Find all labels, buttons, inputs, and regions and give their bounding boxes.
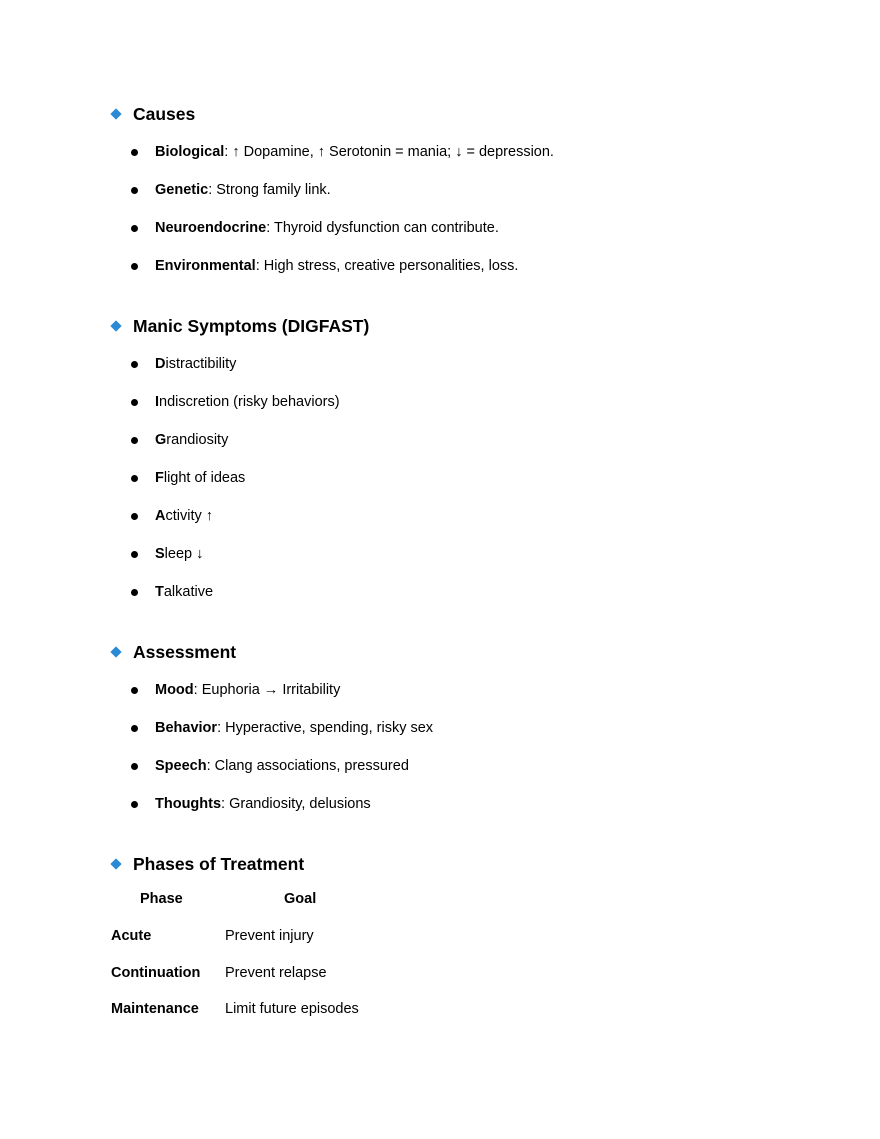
bullet-icon — [131, 225, 138, 232]
item-text: : Strong family link. — [208, 182, 331, 198]
bullet-icon — [131, 437, 138, 444]
item-text: : High stress, creative personalities, loss. — [255, 258, 519, 274]
item-text: istractibility — [165, 356, 237, 372]
item-term: Neuroendocrine — [155, 220, 267, 236]
item-text: : Euphoria → Irritability — [193, 682, 341, 698]
item-text: alkative — [163, 584, 214, 600]
list-item — [110, 506, 213, 526]
diamond-bullet-icon — [110, 108, 121, 119]
item-term: D — [155, 356, 166, 372]
bullet-icon — [131, 187, 138, 194]
table-header-phase: Phase — [140, 891, 183, 907]
bullet-icon — [131, 475, 138, 482]
item-term: I — [155, 394, 160, 410]
list-item — [110, 582, 213, 602]
bullet-icon — [131, 725, 138, 732]
list-item — [110, 180, 331, 200]
table-cell-goal: Prevent relapse — [225, 965, 327, 981]
bullet-icon — [131, 551, 138, 558]
list-item — [110, 756, 409, 776]
item-term: Mood — [155, 682, 194, 698]
item-text: randiosity — [166, 432, 229, 448]
item-term: S — [155, 546, 165, 562]
item-term: Thoughts — [155, 796, 222, 812]
list-item — [110, 142, 554, 162]
item-text: light of ideas — [163, 470, 246, 486]
bullet-icon — [131, 149, 138, 156]
list-item — [110, 468, 245, 488]
section-phases-of-treatment — [110, 853, 810, 875]
list-item — [110, 680, 340, 700]
item-text: : Thyroid dysfunction can contribute. — [266, 220, 499, 236]
item-term: F — [155, 470, 164, 486]
bullet-icon — [131, 763, 138, 770]
item-term: Biological — [155, 144, 225, 160]
item-text: : Hyperactive, spending, risky sex — [217, 720, 434, 736]
item-term: G — [155, 432, 167, 448]
item-text: ctivity ↑ — [165, 508, 214, 524]
item-term: Environmental — [155, 258, 256, 274]
table-cell-phase: Continuation — [111, 965, 201, 981]
table-cell-phase: Acute — [111, 928, 152, 944]
list-item — [110, 794, 371, 814]
list-item — [110, 392, 340, 412]
section-header — [110, 315, 810, 337]
item-term: Genetic — [155, 182, 209, 198]
list-item — [110, 718, 433, 738]
list-item — [110, 544, 203, 564]
section-header — [110, 641, 810, 663]
item-term: T — [155, 584, 164, 600]
table-cell-goal: Limit future episodes — [225, 1001, 359, 1017]
section-causes — [110, 103, 810, 274]
list-item — [110, 256, 518, 276]
item-term: A — [155, 508, 166, 524]
section-header — [110, 103, 810, 125]
section-header — [110, 853, 810, 875]
item-text: : Grandiosity, delusions — [221, 796, 371, 812]
bullet-icon — [131, 589, 138, 596]
item-term: Behavior — [155, 720, 218, 736]
item-text: leep ↓ — [164, 546, 204, 562]
item-text: ndiscretion (risky behaviors) — [159, 394, 340, 410]
bullet-icon — [131, 801, 138, 808]
section-title: Phases of Treatment — [133, 854, 305, 874]
bullet-icon — [131, 399, 138, 406]
list-item — [110, 218, 499, 238]
item-term: Speech — [155, 758, 207, 774]
item-text: : ↑ Dopamine, ↑ Serotonin = mania; ↓ = depression. — [224, 144, 554, 160]
diamond-bullet-icon — [110, 646, 121, 657]
section-title: Manic Symptoms (DIGFAST) — [133, 316, 370, 336]
section-manic-symptoms — [110, 315, 810, 600]
bullet-icon — [131, 361, 138, 368]
table-cell-phase: Maintenance — [111, 1001, 199, 1017]
section-assessment — [110, 641, 810, 812]
bullet-icon — [131, 513, 138, 520]
diamond-bullet-icon — [110, 858, 121, 869]
bullet-icon — [131, 687, 138, 694]
section-title: Assessment — [133, 642, 237, 662]
section-title: Causes — [133, 104, 196, 124]
table-header-goal: Goal — [284, 891, 317, 907]
diamond-bullet-icon — [110, 320, 121, 331]
list-item — [110, 430, 228, 450]
table-cell-goal: Prevent injury — [225, 928, 314, 944]
bullet-icon — [131, 263, 138, 270]
item-text: : Clang associations, pressured — [206, 758, 409, 774]
list-item — [110, 354, 236, 374]
